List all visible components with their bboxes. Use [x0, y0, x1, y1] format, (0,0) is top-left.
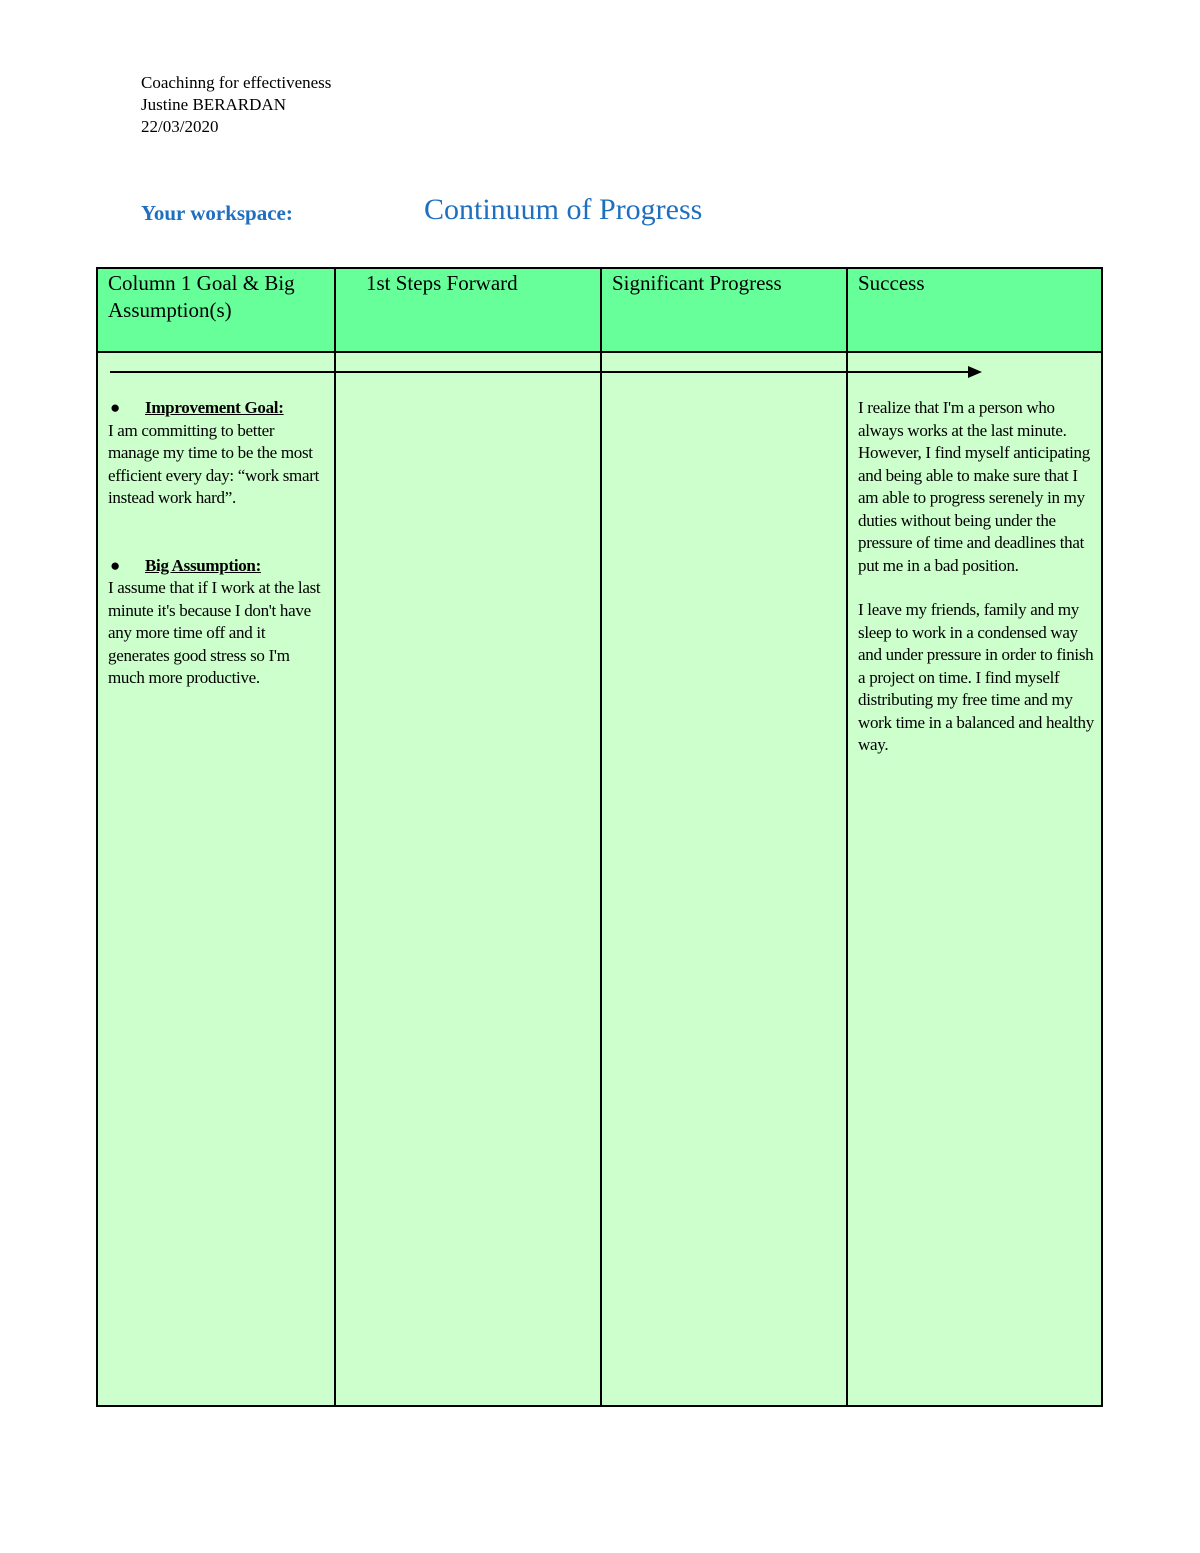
column-divider — [334, 269, 336, 1405]
page-title: Continuum of Progress — [424, 193, 703, 226]
document-meta — [141, 72, 331, 138]
bullet-icon: ● — [110, 398, 120, 417]
header-first-steps: 1st Steps Forward — [366, 271, 518, 295]
improvement-goal-item — [108, 397, 326, 420]
author-name: Justine BERARDAN — [141, 95, 286, 114]
course-name: Coachinng for effectiveness — [141, 73, 332, 92]
big-assumption-item — [108, 555, 326, 578]
arrow-head-icon — [968, 366, 982, 378]
progress-arrow-line — [110, 371, 970, 373]
progress-table — [96, 267, 1103, 1407]
big-assumption-label: Big Assumption: — [145, 555, 261, 575]
improvement-goal-text: I am committing to better manage my time to be the most efficient every day: “work smart instead work hard”. — [108, 420, 319, 507]
column-divider — [600, 269, 602, 1405]
workspace-label: Your workspace: — [141, 201, 293, 225]
success-paragraph-2: I leave my friends, family and my sleep to work in a condensed way and under pressure in order to finish a project on time. I find myself distributing my free time and my work time in a balanced and healthy way. — [858, 600, 1094, 754]
header-goal-assumptions: Column 1 Goal & Big Assumption(s) — [108, 271, 295, 322]
header-significant-progress: Significant Progress — [612, 271, 782, 295]
success-cell — [858, 397, 1096, 757]
goal-assumption-cell — [108, 397, 326, 690]
column-divider — [846, 269, 848, 1405]
header-success: Success — [858, 271, 925, 295]
improvement-goal-label: Improvement Goal: — [145, 398, 284, 417]
success-paragraph-1: I realize that I'm a person who always works at the last minute. However, I find myself anticipating and being able to make sure that I am able to progress serenely in my duties without being under the pressure of time and deadlines that put me in a bad position. — [858, 398, 1090, 575]
big-assumption-text: I assume that if I work at the last minute it's because I don't have any more time off and it generates good stress so I'm much more productive. — [108, 578, 321, 687]
bullet-icon: ● — [110, 555, 120, 575]
document-date: 22/03/2020 — [141, 117, 219, 136]
